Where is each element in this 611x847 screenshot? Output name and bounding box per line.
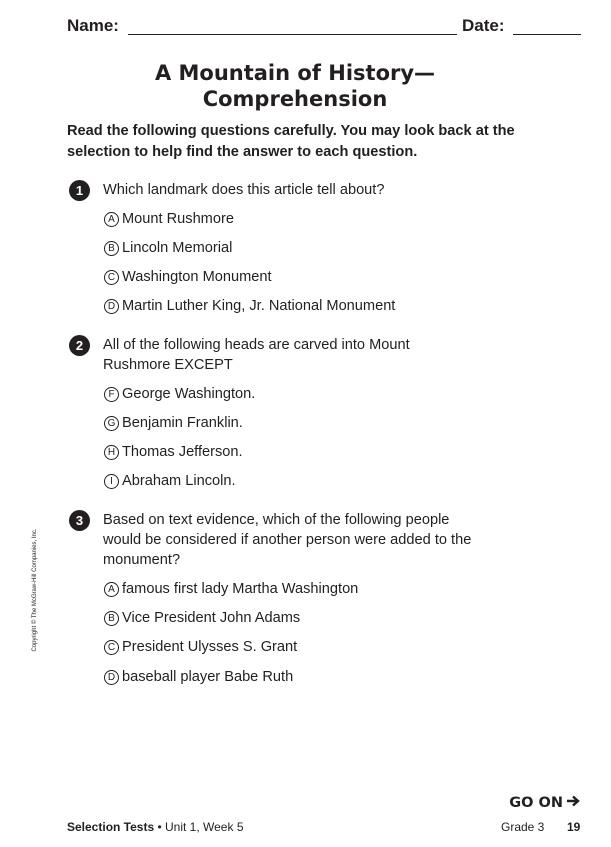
answer-bubble[interactable]: A <box>104 582 119 597</box>
question-text: Based on text evidence, which of the following people would be considered if another person were added to the monument? <box>103 512 472 568</box>
answer-bubble[interactable]: B <box>104 611 119 626</box>
question-number-badge: 1 <box>69 180 90 201</box>
answer-bubble[interactable]: B <box>104 241 119 256</box>
answer-option[interactable] <box>104 413 243 433</box>
footer-source <box>67 820 244 834</box>
question-text: All of the following heads are carved into Mount Rushmore EXCEPT <box>103 337 410 373</box>
question-number-badge: 2 <box>69 335 90 356</box>
footer-test-name: Selection Tests <box>67 820 155 834</box>
option-text: Vice President John Adams <box>122 610 301 626</box>
answer-option[interactable] <box>104 608 300 628</box>
arrow-right-icon <box>567 795 581 811</box>
option-text: Thomas Jefferson. <box>122 444 243 460</box>
answer-option[interactable] <box>104 384 255 404</box>
answer-bubble[interactable]: C <box>104 640 119 655</box>
go-on-label: GO ON <box>509 795 563 811</box>
answer-option[interactable] <box>104 238 232 258</box>
footer-grade: Grade 3 <box>501 820 545 834</box>
answer-bubble[interactable]: A <box>104 212 119 227</box>
option-text: Benjamin Franklin. <box>122 415 243 431</box>
option-text: George Washington. <box>122 386 256 402</box>
answer-bubble[interactable]: C <box>104 270 119 285</box>
option-text: Washington Monument <box>122 269 272 285</box>
answer-bubble[interactable]: D <box>104 670 119 685</box>
option-text: Abraham Lincoln. <box>122 473 236 489</box>
answer-option[interactable] <box>104 667 293 687</box>
go-on-indicator <box>509 795 581 811</box>
question-number-badge: 3 <box>69 510 90 531</box>
answer-option[interactable] <box>104 442 243 462</box>
answer-option[interactable] <box>104 209 234 229</box>
answer-option[interactable] <box>104 471 236 491</box>
copyright-notice: Copyright © The McGraw-Hill Companies, Inc. <box>32 528 38 652</box>
question-text: Which landmark does this article tell about? <box>103 182 385 198</box>
option-text: Mount Rushmore <box>122 211 234 227</box>
title-line-1: A Mountain of History— <box>154 61 436 85</box>
option-text: Lincoln Memorial <box>122 240 233 256</box>
option-text: President Ulysses S. Grant <box>122 639 298 655</box>
name-field[interactable] <box>128 34 457 35</box>
date-label: Date: <box>462 16 505 35</box>
answer-option[interactable] <box>104 267 272 287</box>
answer-option[interactable] <box>104 637 297 657</box>
answer-bubble[interactable]: D <box>104 299 119 314</box>
answer-bubble[interactable]: I <box>104 474 119 489</box>
option-text: Martin Luther King, Jr. National Monument <box>122 298 396 314</box>
date-field[interactable] <box>513 34 581 35</box>
answer-bubble[interactable]: H <box>104 445 119 460</box>
option-text: famous first lady Martha Washington <box>122 581 359 597</box>
answer-bubble[interactable]: F <box>104 387 119 402</box>
footer-unit-week: • Unit 1, Week 5 <box>154 820 244 834</box>
option-text: baseball player Babe Ruth <box>122 669 294 685</box>
answer-bubble[interactable]: G <box>104 416 119 431</box>
title-line-2: Comprehension <box>202 87 388 111</box>
page-title <box>80 60 510 112</box>
answer-option[interactable] <box>104 579 358 599</box>
instructions: Read the following questions carefully. You may look back at the selection to help find the answer to each question. <box>67 123 515 160</box>
name-label: Name: <box>67 16 119 35</box>
answer-option[interactable] <box>104 296 395 316</box>
page-number: 19 <box>567 820 581 834</box>
